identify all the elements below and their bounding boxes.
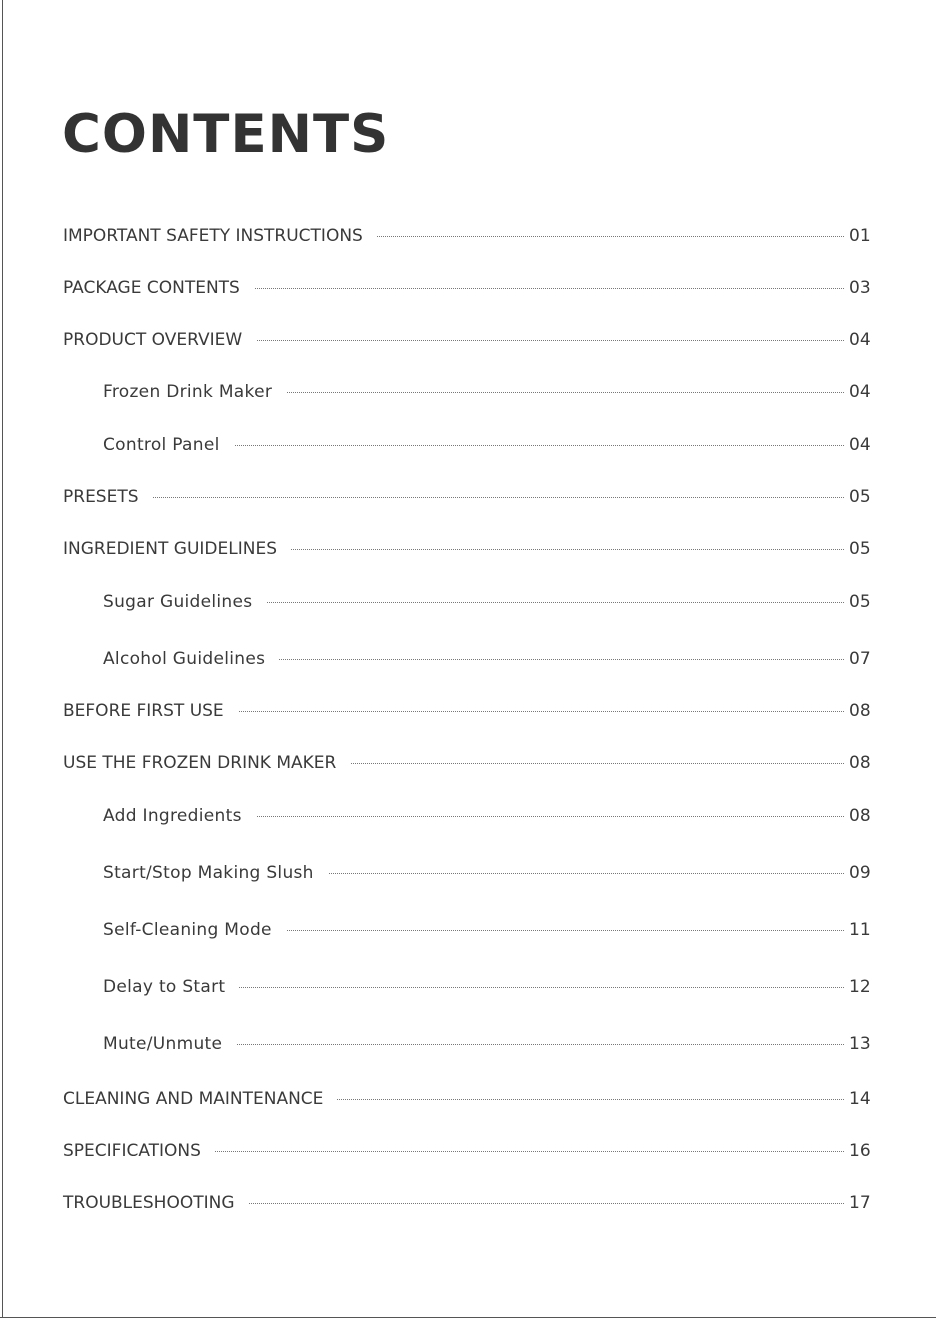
toc-entry-page: 08 (849, 753, 871, 773)
toc-entry[interactable] (0, 274, 936, 302)
toc-entry-label: Delay to Start (103, 977, 239, 997)
toc-entry[interactable] (0, 859, 936, 887)
toc-entry-label: Self-Cleaning Mode (103, 920, 286, 940)
toc-entry[interactable] (0, 588, 936, 616)
toc-entry[interactable] (0, 1030, 936, 1058)
page-border-bottom (0, 1317, 936, 1318)
toc-entry[interactable] (0, 483, 936, 511)
toc-entry[interactable] (0, 697, 936, 725)
toc-entry-page: 08 (849, 701, 871, 721)
page-title: CONTENTS (62, 104, 390, 165)
toc-entry-label: Sugar Guidelines (103, 592, 266, 612)
toc-entry-label: PACKAGE CONTENTS (63, 278, 254, 298)
toc-entry-page: 12 (849, 977, 871, 997)
toc-entry[interactable] (0, 378, 936, 406)
toc-entry-label: PRODUCT OVERVIEW (63, 330, 256, 350)
toc-entry[interactable] (0, 802, 936, 830)
toc-entry-label: CLEANING AND MAINTENANCE (63, 1089, 337, 1109)
toc-entry-label: Mute/Unmute (103, 1034, 236, 1054)
toc-entry-label: Alcohol Guidelines (103, 649, 279, 669)
toc-entry-page: 05 (849, 592, 871, 612)
toc-entry-page: 14 (849, 1089, 871, 1109)
toc-entry-page: 07 (849, 649, 871, 669)
toc-entry-label: Control Panel (103, 435, 234, 455)
toc-entry[interactable] (0, 749, 936, 777)
toc-entry[interactable] (0, 916, 936, 944)
toc-entry-label: SPECIFICATIONS (63, 1141, 215, 1161)
toc-entry-page: 17 (849, 1193, 871, 1213)
toc-entry-label: TROUBLESHOOTING (63, 1193, 249, 1213)
toc-entry-page: 11 (849, 920, 871, 940)
toc-entry-page: 05 (849, 539, 871, 559)
toc-entry-page: 04 (849, 435, 871, 455)
toc-entry-page: 04 (849, 330, 871, 350)
toc-entry[interactable] (0, 326, 936, 354)
toc-entry[interactable] (0, 973, 936, 1001)
toc-entry-label: Start/Stop Making Slush (103, 863, 328, 883)
toc-entry[interactable] (0, 222, 936, 250)
toc-entry-label: USE THE FROZEN DRINK MAKER (63, 753, 350, 773)
toc-entry-page: 03 (849, 278, 871, 298)
toc-entry[interactable] (0, 1137, 936, 1165)
toc-entry[interactable] (0, 1085, 936, 1113)
toc-entry-page: 04 (849, 382, 871, 402)
toc-entry-label: Frozen Drink Maker (103, 382, 286, 402)
toc-entry-page: 08 (849, 806, 871, 826)
toc-entry[interactable] (0, 645, 936, 673)
dot-leader (63, 497, 844, 498)
toc-entry[interactable] (0, 535, 936, 563)
toc-entry-page: 05 (849, 487, 871, 507)
toc-entry-label: IMPORTANT SAFETY INSTRUCTIONS (63, 226, 377, 246)
toc-entry-label: INGREDIENT GUIDELINES (63, 539, 291, 559)
toc-entry-label: Add Ingredients (103, 806, 256, 826)
toc-entry-page: 01 (849, 226, 871, 246)
toc-entry-label: BEFORE FIRST USE (63, 701, 238, 721)
toc-entry-page: 16 (849, 1141, 871, 1161)
toc-entry[interactable] (0, 431, 936, 459)
toc-entry-label: PRESETS (63, 487, 153, 507)
toc-entry-page: 13 (849, 1034, 871, 1054)
toc-entry-page: 09 (849, 863, 871, 883)
toc-entry[interactable] (0, 1189, 936, 1217)
